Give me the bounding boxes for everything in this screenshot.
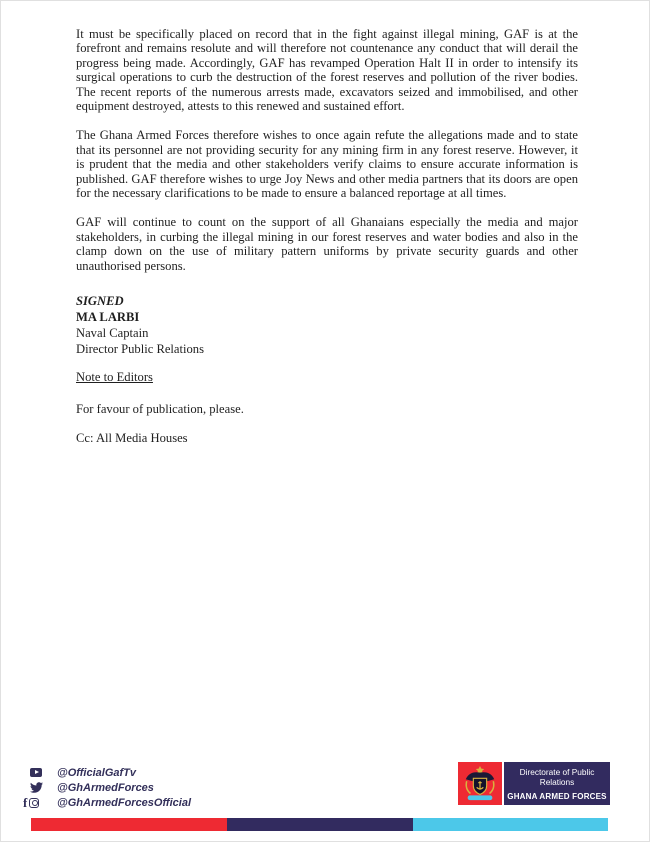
social-handles-block (23, 765, 191, 810)
bar-segment-navy (227, 818, 413, 831)
facebook-icon: f (23, 794, 28, 810)
publication-line: For favour of publication, please. (76, 402, 244, 417)
signature-block (76, 293, 578, 357)
signatory-name: MA LARBI (76, 310, 140, 325)
signed-label: SIGNED (76, 294, 124, 309)
gaf-crest (458, 762, 502, 805)
social-row-youtube (23, 765, 191, 780)
paragraph-3: GAF will continue to count on the support of all Ghanaians especially the media and major stakeholders, in curbing the illegal mining in our forest reserves and water bodies and also in the clamp down on the use of military pattern uniforms by private security guards and other unauthorised persons. (76, 215, 578, 273)
twitter-handle: @GhArmedForces (57, 781, 154, 794)
press-release-body (1, 1, 649, 445)
instagram-icon (29, 798, 39, 808)
signatory-rank: Naval Captain (76, 326, 149, 341)
paragraph-1: It must be specifically placed on record that in the fight against illegal mining, GAF is at the forefront and remains resolute and will therefore not countenance any conduct that will derail the progress being made. Accordingly, GAF has revamped Operation Halt II in order to intensify its surgical operations to curb the destruction of the forest reserves and pollution of the river bodies. The recent reports of the numerous arrests made, excavators seized and immobilised, and other equipment destroyed, attests to this renewed and sustained effort. (76, 27, 578, 114)
social-row-facebook-instagram (23, 795, 191, 810)
tricolor-bar (31, 818, 608, 831)
cc-line: Cc: All Media Houses (76, 431, 188, 446)
directorate-line: Directorate of Public Relations (519, 766, 595, 787)
paragraph-2: The Ghana Armed Forces therefore wishes to once again refute the allegations made and to state that its personnel are not providing security for any mining firm in any forest reserve. However, it is prudent that the media and other stakeholders verify claims to ensure accurate information is published. GAF therefore wishes to urge Joy News and other media partners that its doors are open for the necessary clarifications to be made to ensure a balanced reportage at all times. (76, 128, 578, 201)
footer-brand-block (458, 762, 610, 805)
signatory-title: Director Public Relations (76, 342, 205, 357)
note-to-editors-heading: Note to Editors (76, 370, 153, 385)
twitter-icon (30, 782, 43, 793)
youtube-icon (30, 768, 42, 777)
youtube-handle: @OfficialGafTv (57, 766, 136, 779)
gaf-crest-icon (461, 765, 499, 803)
social-row-twitter (23, 780, 191, 795)
directorate-label-block (504, 762, 610, 805)
bar-segment-red (31, 818, 227, 831)
bar-segment-cyan (413, 818, 608, 831)
facebook-instagram-handle: @GhArmedForcesOfficial (57, 796, 192, 809)
ghana-armed-forces-line: GHANA ARMED FORCES (507, 791, 607, 801)
